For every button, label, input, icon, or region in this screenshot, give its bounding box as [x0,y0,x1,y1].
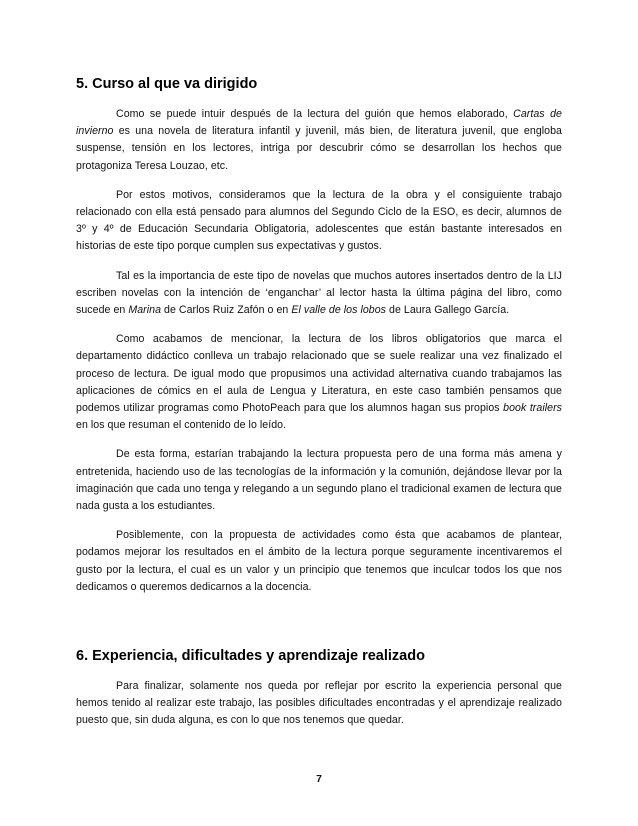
section-5-paragraph-5: De esta forma, estarían trabajando la lectura propuesta pero de una forma más amena y entretenida, haciendo uso de las tecnologías de la información y la comunión, dejándose llevar por la imaginación que cada uno tenga y relegando a un segundo plano el tradicional examen de lectura que nada gusta a los estudiantes. [76,448,562,513]
book-title-el-valle-de-los-lobos: El valle de los lobos [291,304,387,317]
section-5-paragraph-3: Tal es la importancia de este tipo de novelas que muchos autores insertados dentro de la LIJ escriben novelas con la intención de ‘enganchar’ al lector hasta la última página del libro, como sucede en Marina de Carlos Ruiz Zafón o en El valle de los lobos de Laura Gallego García. [76,269,562,317]
section-5-paragraph-6: Posiblemente, con la propuesta de actividades como ésta que acabamos de plantear, podamos mejorar los resultados en el ámbito de la lectura porque seguramente incentivaremos el gusto por la lectura, el cual es un valor y un principio que tenemos que inculcar todos los que nos dedicamos o queremos dedicarnos a la docencia. [76,529,562,593]
section-5-paragraph-4: Como acabamos de mencionar, la lectura de los libros obligatorios que marca el departamento didáctico conlleva un trabajo relacionado que se suele realizar una vez finalizado el proceso de lectura. De igual modo que propusimos una actividad alternativa cuando trabajamos las aplicaciones de cómics en el aula de Lengua y Literatura, en este caso también pensamos que podemos utilizar programas como PhotoPeach para que los alumnos hagan sus propios book trailers en los que resuman el contenido de lo leído. [76,333,563,432]
section-6-paragraph-1: Para finalizar, solamente nos queda por reflejar por escrito la experiencia personal que hemos tenido al realizar este trabajo, las posibles dificultades encontradas y el aprendizaje realizado puesto que, sin duda alguna, es con lo que nos tenemos que quedar. [76,680,562,727]
page-number: 7 [316,773,322,785]
page-content [76,70,562,730]
section-5-heading: 5. Curso al que va dirigido [76,76,258,92]
section-6-heading: 6. Experiencia, dificultades y aprendizaje realizado [76,648,425,665]
section-5-paragraph-2: Por estos motivos, consideramos que la lectura de la obra y el consiguiente trabajo relacionado con ella está pensado para alumnos del Segundo Ciclo de la ESO, es decir, alumnos de 3º y 4º de Educación Secundaria Obligatoria, adolescentes que están bastante interesados en historias de este tipo porque cumplen sus expectativas y gustos. [76,188,562,253]
section-5-paragraph-1: Como se puede intuir después de la lectura del guión que hemos elaborado, Cartas de invierno es una novela de literatura infantil y juvenil, más bien, de literatura juvenil, que engloba suspense, tensión en los lectores, intriga por descubrir cómo se desarrollan los hechos que protagoniza Teresa Louzao, etc. [76,108,562,172]
term-book-trailers: book trailers [503,402,563,415]
book-title-marina: Marina [128,304,162,317]
book-title-cartas-de-invierno: Cartas de invierno [76,108,562,138]
